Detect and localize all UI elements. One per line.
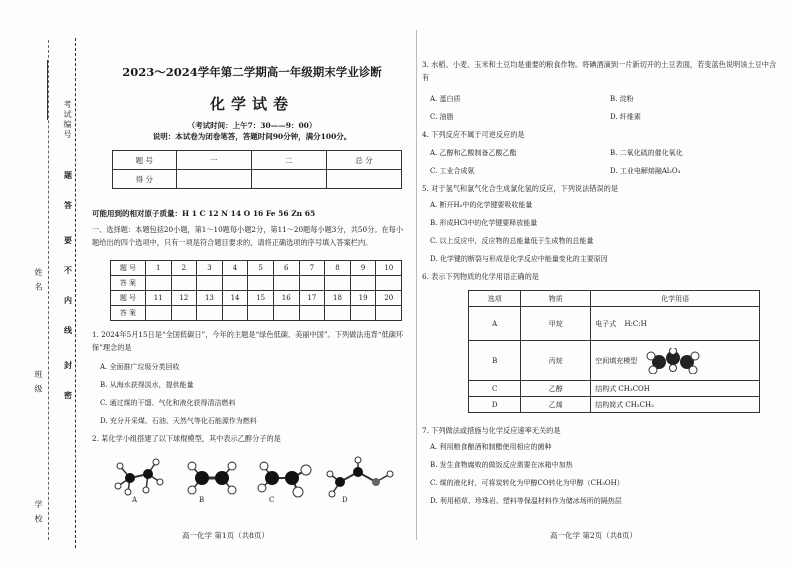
answer-cell[interactable] xyxy=(350,276,376,291)
binding-strip xyxy=(0,0,92,566)
question-6-stem: 6. 表示下列物质的化学用语正确的是 xyxy=(422,272,539,281)
fold-line xyxy=(48,40,49,540)
seal-char: 题 xyxy=(64,170,72,180)
score-input-cell[interactable] xyxy=(176,170,251,189)
seal-char: 内 xyxy=(64,295,72,305)
answer-cell[interactable] xyxy=(376,276,402,291)
question-3-option-a: A. 蛋白质 xyxy=(430,95,461,103)
molecule-model-b xyxy=(188,462,236,494)
molecule-models xyxy=(106,452,406,508)
subject-title: 化学试卷 xyxy=(209,95,294,113)
electron-formula: H:C:H xyxy=(624,319,647,328)
right-page xyxy=(420,0,780,566)
score-table xyxy=(112,150,402,189)
atomic-masses: 可能用到的相对原子质量：H 1 C 12 N 14 O 16 Fe 56 Zn 65 xyxy=(92,209,316,218)
answer-cell[interactable] xyxy=(299,276,325,291)
answer-cell[interactable] xyxy=(222,276,248,291)
answer-no: 13 xyxy=(197,291,223,306)
answer-no: 10 xyxy=(376,261,402,276)
answer-label: 答 案 xyxy=(111,276,146,291)
answer-cell[interactable] xyxy=(248,276,274,291)
answer-no: 12 xyxy=(171,291,197,306)
footer-right: 高一化学 第2页（共8页） xyxy=(550,531,637,540)
answer-cell[interactable] xyxy=(222,306,248,321)
answer-label: 题 号 xyxy=(111,291,146,306)
page-divider xyxy=(416,30,417,540)
propane-space-filling-model xyxy=(645,348,701,374)
question-1-option-b: B. 从海水获得淡水，提供能量 xyxy=(100,381,194,389)
question-4-option-a: A. 乙醇和乙酸制备乙酸乙酯 xyxy=(430,149,517,157)
chem-option: D xyxy=(469,397,521,413)
chem-option: C xyxy=(469,381,521,397)
question-4-option-d: D. 工业电解熔融Al₂O₃ xyxy=(610,167,681,175)
exam-time: （考试时间：上午7：30——9：00） xyxy=(187,121,317,130)
question-3-option-d: D. 纤维素 xyxy=(610,113,641,121)
question-1-option-a: A. 全面推广垃圾分类回收 xyxy=(100,363,180,371)
question-4-option-b: B. 二氧化硫的催化氧化 xyxy=(610,149,683,157)
chem-notation: 结构式 CH₃COH xyxy=(591,381,760,397)
chem-notation xyxy=(591,307,760,341)
answer-no: 18 xyxy=(325,291,351,306)
question-5-option-d: D. 化学键的断裂与形成是化学反应中能量变化的主要原因 xyxy=(430,255,608,263)
answer-no: 4 xyxy=(222,261,248,276)
answer-no: 5 xyxy=(248,261,274,276)
question-7-option-b: B. 发生食物腐败的做饭反应需要在冰箱中加热 xyxy=(430,461,573,469)
question-7-stem: 7. 下列做法或措施与化学反应速率无关的是 xyxy=(422,426,561,435)
seal-char: 不 xyxy=(64,265,72,275)
answer-cell[interactable] xyxy=(273,276,299,291)
answer-cell[interactable] xyxy=(197,306,223,321)
model-label-a: A xyxy=(132,496,138,504)
seal-line xyxy=(75,38,76,548)
score-cell: 得 分 xyxy=(113,170,177,189)
answer-cell[interactable] xyxy=(145,306,171,321)
chem-substance: 丙烷 xyxy=(521,341,591,381)
answer-no: 20 xyxy=(376,291,402,306)
answer-cell[interactable] xyxy=(197,276,223,291)
model-label-c: C xyxy=(269,496,275,504)
question-1-option-c: C. 通过煤的干馏、气化和液化获得清洁燃料 xyxy=(100,399,236,407)
answer-no: 11 xyxy=(145,291,171,306)
question-7-option-d: D. 利用稻草、珍珠岩、塑料等保温材料作为储冰场所的隔热层 xyxy=(430,497,622,505)
chem-header: 选项 xyxy=(469,291,521,307)
molecule-model-c xyxy=(258,462,311,497)
molecule-model-d xyxy=(327,457,393,497)
question-1-stem: 1. 2024年5月15日是“全国低碳日”，今年的主题是“绿色低碳、美丽中国”。下列做法违背“低碳环保”理念的是 xyxy=(92,330,404,352)
seal-char: 要 xyxy=(64,235,72,245)
chem-notation: 结构简式 CH₂CH₂ xyxy=(591,397,760,413)
answer-cell[interactable] xyxy=(350,306,376,321)
seal-char: 答 xyxy=(64,200,72,210)
chem-notation-label: 电子式 xyxy=(595,319,617,328)
chem-substance: 甲烷 xyxy=(521,307,591,341)
chem-option: B xyxy=(469,341,521,381)
score-input-cell[interactable] xyxy=(326,170,401,189)
chem-table xyxy=(468,290,760,413)
question-3-option-b: B. 淀粉 xyxy=(610,95,634,103)
class-label: 班 级 xyxy=(34,370,43,395)
exam-title: 2023～2024学年第二学期高一年级期末学业诊断 xyxy=(122,65,382,79)
question-2-stem: 2. 某化学小组搭建了以下球棍模型，其中表示乙醇分子的是 xyxy=(92,434,281,443)
exam-no-field xyxy=(47,60,48,120)
score-cell: 总 分 xyxy=(326,151,401,170)
chem-notation-label: 空间填充模型 xyxy=(595,356,638,365)
seal-char: 线 xyxy=(64,325,72,335)
answer-cell[interactable] xyxy=(376,306,402,321)
school-label: 学 校 xyxy=(34,500,43,525)
chem-option: A xyxy=(469,307,521,341)
answer-cell[interactable] xyxy=(171,276,197,291)
answer-no: 2 xyxy=(171,261,197,276)
question-5-option-a: A. 断开H₂中的化学键要吸收能量 xyxy=(430,201,533,209)
question-1-option-d: D. 充分开采煤、石油、天然气等化石能源作为燃料 xyxy=(100,417,257,425)
model-label-b: B xyxy=(199,496,205,504)
footer-left: 高一化学 第1页（共8页） xyxy=(182,531,269,540)
question-3-option-c: C. 油脂 xyxy=(430,113,454,121)
answer-cell[interactable] xyxy=(248,306,274,321)
answer-label: 题 号 xyxy=(111,261,146,276)
question-4-stem: 4. 下列反应不属于可逆反应的是 xyxy=(422,130,525,139)
question-4-option-c: C. 工业合成氨 xyxy=(430,167,475,175)
answer-no: 1 xyxy=(145,261,171,276)
model-label-d: D xyxy=(342,496,348,504)
score-cell: 一 xyxy=(176,151,251,170)
seal-char: 封 xyxy=(64,360,72,370)
answer-no: 16 xyxy=(273,291,299,306)
question-5-option-c: C. 以上反应中，反应物的总能量低于生成物的总能量 xyxy=(430,237,594,245)
section-one-instructions: 一、选择题：本题包括20小题，第1～10题每小题2分，第11～20题每小题3分，共50分。在每小题给出的四个选项中，只有一项是符合题目要求的，请将正确选项的序号填入答案栏内。 xyxy=(92,225,404,247)
seal-char: 密 xyxy=(64,390,72,400)
answer-no: 19 xyxy=(350,291,376,306)
answer-label: 答 案 xyxy=(111,306,146,321)
exam-no-label: 考试编号 xyxy=(63,100,72,140)
molecule-model-a xyxy=(115,459,163,495)
answer-no: 3 xyxy=(197,261,223,276)
answer-no: 6 xyxy=(273,261,299,276)
answer-cell[interactable] xyxy=(171,306,197,321)
answer-cell[interactable] xyxy=(325,306,351,321)
answer-no: 9 xyxy=(350,261,376,276)
answer-no: 15 xyxy=(248,291,274,306)
score-input-cell[interactable] xyxy=(251,170,326,189)
answer-no: 8 xyxy=(325,261,351,276)
question-7-option-c: C. 煤的液化时，可将炭转化为甲醇CO转化为甲醇（CH₃OH） xyxy=(430,479,624,487)
answer-table xyxy=(110,260,402,321)
answer-cell[interactable] xyxy=(145,276,171,291)
chem-substance: 乙烯 xyxy=(521,397,591,413)
question-5-stem: 5. 对于氢气和氯气化合生成氯化氢的反应，下列说法错误的是 xyxy=(422,184,619,193)
score-cell: 题 号 xyxy=(113,151,177,170)
name-label: 姓 名 xyxy=(34,268,43,293)
chem-header: 物质 xyxy=(521,291,591,307)
question-5-option-b: B. 形成HCl中的化学键要释放能量 xyxy=(430,219,538,227)
answer-no: 7 xyxy=(299,261,325,276)
answer-cell[interactable] xyxy=(299,306,325,321)
exam-note: 说明：本试卷为闭卷笔答，答题时间90分钟，满分100分。 xyxy=(152,132,352,141)
question-3-stem: 3. 水稻、小麦、玉米和土豆均是重要的粮食作物。将碘酒滴到一片新切开的土豆表面，若变蓝色说明该土豆中含有 xyxy=(422,60,777,82)
answer-cell[interactable] xyxy=(325,276,351,291)
question-7-option-a: A. 利用粮食酿酒和制醋使用相应的菌种 xyxy=(430,443,552,451)
left-page xyxy=(92,0,412,566)
answer-no: 17 xyxy=(299,291,325,306)
chem-header: 化学用语 xyxy=(591,291,760,307)
answer-cell[interactable] xyxy=(273,306,299,321)
chem-substance: 乙醇 xyxy=(521,381,591,397)
answer-no: 14 xyxy=(222,291,248,306)
score-cell: 二 xyxy=(251,151,326,170)
chem-notation xyxy=(591,341,760,381)
